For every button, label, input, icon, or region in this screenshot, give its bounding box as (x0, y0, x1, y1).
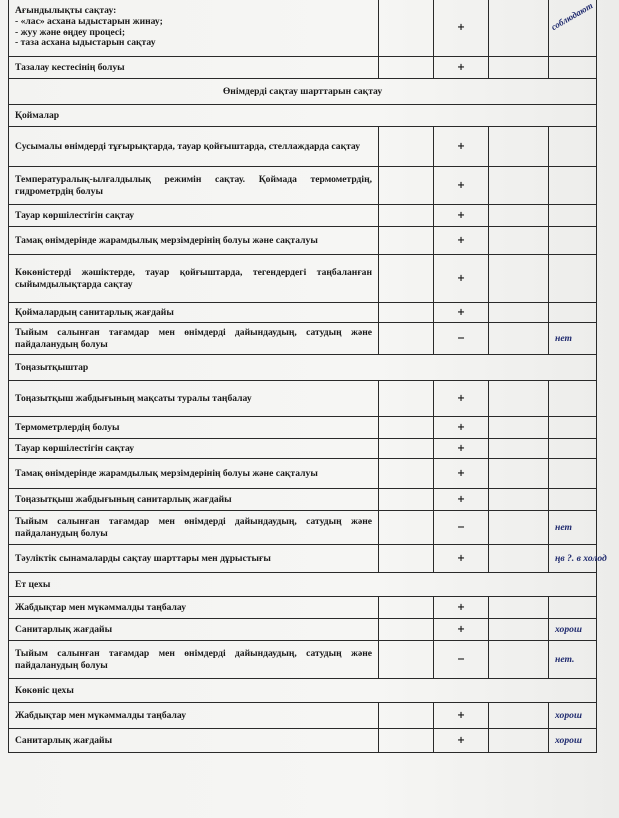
compliance-mark: + (434, 205, 489, 227)
row-expiry-2 (9, 459, 597, 489)
handwritten-note (549, 417, 597, 439)
handwritten-note (549, 619, 597, 641)
subsection-heading: Тоңазытқыштар (9, 355, 597, 381)
note-text: нет (555, 521, 572, 533)
criterion-text: Жабдықтар мен мүкәммалды таңбалау (9, 703, 379, 729)
handwritten-note (549, 323, 597, 355)
compliance-mark: − (434, 511, 489, 545)
row-daily-samples (9, 545, 597, 573)
compliance-mark: + (434, 57, 489, 79)
criterion-line: Ағындылықты сақтау: (15, 5, 117, 17)
compliance-mark: − (434, 641, 489, 679)
handwritten-note (549, 545, 607, 573)
empty-cell (489, 489, 549, 511)
compliance-mark: + (434, 417, 489, 439)
empty-cell (489, 545, 549, 573)
compliance-mark: + (434, 545, 489, 573)
empty-cell (379, 303, 434, 323)
handwritten-note (549, 459, 597, 489)
criterion-text: Санитарлық жағдайы (9, 729, 379, 753)
note-text: соблюдают (549, 0, 595, 32)
row-expiry (9, 227, 597, 255)
handwritten-note (549, 439, 597, 459)
row-neighbourhood (9, 205, 597, 227)
criterion-text (9, 0, 379, 57)
row-flow (9, 0, 597, 57)
sub-refrigerators (9, 355, 597, 381)
handwritten-note (549, 597, 597, 619)
empty-cell (379, 205, 434, 227)
criterion-text: Тәуліктік сынамаларды сақтау шарттары мен дұрыстығы (9, 545, 379, 573)
note-text: ңв ?. в холод (555, 552, 607, 564)
compliance-mark: + (434, 729, 489, 753)
empty-cell (379, 167, 434, 205)
criterion-text: Сусымалы өнімдерді тұғырықтарда, тауар қойғыштарда, стеллаждарда сақтау (9, 127, 379, 167)
criterion-text: Тоңазытқыш жабдығының мақсаты туралы таңбалау (9, 381, 379, 417)
empty-cell (489, 729, 549, 753)
empty-cell (489, 167, 549, 205)
note-text: хорош (555, 734, 582, 746)
empty-cell (489, 0, 549, 57)
empty-cell (489, 323, 549, 355)
handwritten-note (549, 489, 597, 511)
handwritten-note (549, 303, 597, 323)
row-neighbourhood-2 (9, 439, 597, 459)
criterion-text: Санитарлық жағдайы (9, 619, 379, 641)
criterion-text: Тауар көршілестігін сақтау (9, 439, 379, 459)
note-text: хорош (555, 709, 582, 721)
compliance-mark: + (434, 227, 489, 255)
row-vegetables (9, 255, 597, 303)
empty-cell (489, 459, 549, 489)
compliance-mark: + (434, 0, 489, 57)
empty-cell (379, 489, 434, 511)
criterion-text: Тоңазытқыш жабдығының санитарлық жағдайы (9, 489, 379, 511)
handwritten-note (549, 381, 597, 417)
empty-cell (489, 439, 549, 459)
compliance-mark: + (434, 489, 489, 511)
empty-cell (379, 57, 434, 79)
empty-cell (489, 127, 549, 167)
compliance-mark: + (434, 619, 489, 641)
row-meat-sanitary (9, 619, 597, 641)
handwritten-note (549, 205, 597, 227)
compliance-mark: + (434, 703, 489, 729)
empty-cell (379, 641, 434, 679)
empty-cell (379, 729, 434, 753)
empty-cell (379, 597, 434, 619)
empty-cell (489, 227, 549, 255)
compliance-mark: + (434, 459, 489, 489)
criterion-line: - «лас» асхана ыдыстарын жинау; (15, 15, 163, 27)
empty-cell (379, 545, 434, 573)
empty-cell (379, 439, 434, 459)
empty-cell (489, 703, 549, 729)
handwritten-note (549, 729, 597, 753)
compliance-mark: + (434, 127, 489, 167)
empty-cell (379, 323, 434, 355)
sub-veg-shop (9, 679, 597, 703)
section-heading: Өнімдерді сақтау шарттарын сақтау (9, 79, 597, 105)
handwritten-note (549, 227, 597, 255)
note-text: нет. (555, 653, 575, 665)
criterion-text: Тамақ өнімдерінде жарамдылық мерзімдерінің болуы және сақталуы (9, 459, 379, 489)
note-text: хорош (555, 623, 582, 635)
criterion-text: Термометрлердің болуы (9, 417, 379, 439)
criterion-text: Тыйым салынған тағамдар мен өнімдерді дайындаудың, сатудың және пайдаланудың болуы (9, 323, 379, 355)
row-veg-sanitary (9, 729, 597, 753)
row-cleaning-schedule (9, 57, 597, 79)
handwritten-note (549, 255, 597, 303)
criterion-text: Температуралық-ылғалдылық режимін сақтау. Қоймада термометрдің, гидрометрдің болуы (9, 167, 379, 205)
compliance-mark: + (434, 255, 489, 303)
criterion-text: Көкөністерді жәшіктерде, тауар қойғыштарда, тегендердегі таңбаланған сыйымдылықтарда сақтау (9, 255, 379, 303)
empty-cell (489, 597, 549, 619)
handwritten-note (549, 57, 597, 79)
criterion-text: Тазалау кестесінің болуы (9, 57, 379, 79)
empty-cell (379, 619, 434, 641)
criterion-text: Тыйым салынған тағамдар мен өнімдерді дайындаудың, сатудың және пайдаланудың болуы (9, 511, 379, 545)
empty-cell (489, 57, 549, 79)
empty-cell (489, 205, 549, 227)
compliance-mark: + (434, 597, 489, 619)
empty-cell (379, 127, 434, 167)
criterion-text: Тауар көршілестігін сақтау (9, 205, 379, 227)
row-veg-equipment (9, 703, 597, 729)
row-temp-humidity (9, 167, 597, 205)
criterion-line: - таза асхана ыдыстарын сақтау (15, 37, 156, 49)
row-thermometers (9, 417, 597, 439)
empty-cell (489, 417, 549, 439)
criterion-text: Жабдықтар мен мүкәммалды таңбалау (9, 597, 379, 619)
empty-cell (379, 227, 434, 255)
compliance-mark: + (434, 303, 489, 323)
section-storage (9, 79, 597, 105)
empty-cell (489, 303, 549, 323)
compliance-mark: + (434, 381, 489, 417)
compliance-mark: + (434, 439, 489, 459)
empty-cell (379, 459, 434, 489)
handwritten-note (549, 127, 597, 167)
criterion-text: Тыйым салынған тағамдар мен өнімдерді дайындаудың, сатудың және пайдаланудың болуы (9, 641, 379, 679)
row-meat-equipment (9, 597, 597, 619)
empty-cell (379, 511, 434, 545)
handwritten-note (549, 703, 597, 729)
criterion-text: Тамақ өнімдерінде жарамдылық мерзімдерінің болуы және сақталуы (9, 227, 379, 255)
handwritten-note (549, 641, 597, 679)
empty-cell (489, 641, 549, 679)
sub-meat-shop (9, 573, 597, 597)
sub-warehouses (9, 105, 597, 127)
empty-cell (379, 0, 434, 57)
handwritten-note (549, 511, 597, 545)
criterion-text: Қоймалардың санитарлық жағдайы (9, 303, 379, 323)
row-bulk-storage (9, 127, 597, 167)
inspection-table (8, 0, 607, 753)
empty-cell (379, 255, 434, 303)
empty-cell (379, 703, 434, 729)
row-fridge-labeling (9, 381, 597, 417)
compliance-mark: + (434, 167, 489, 205)
row-prohibited-3 (9, 641, 597, 679)
compliance-mark: − (434, 323, 489, 355)
empty-cell (379, 417, 434, 439)
subsection-heading: Көкөніс цехы (9, 679, 597, 703)
row-prohibited-2 (9, 511, 597, 545)
criterion-line: - жуу және өңдеу процесі; (15, 26, 126, 38)
row-fridge-sanitary (9, 489, 597, 511)
empty-cell (379, 381, 434, 417)
row-prohibited-1 (9, 323, 597, 355)
handwritten-note (549, 0, 597, 57)
subsection-heading: Қоймалар (9, 105, 597, 127)
empty-cell (489, 511, 549, 545)
empty-cell (489, 255, 549, 303)
subsection-heading: Ет цехы (9, 573, 597, 597)
note-text: нет (555, 332, 572, 344)
empty-cell (489, 381, 549, 417)
handwritten-note (549, 167, 597, 205)
empty-cell (489, 619, 549, 641)
row-warehouse-sanitary (9, 303, 597, 323)
